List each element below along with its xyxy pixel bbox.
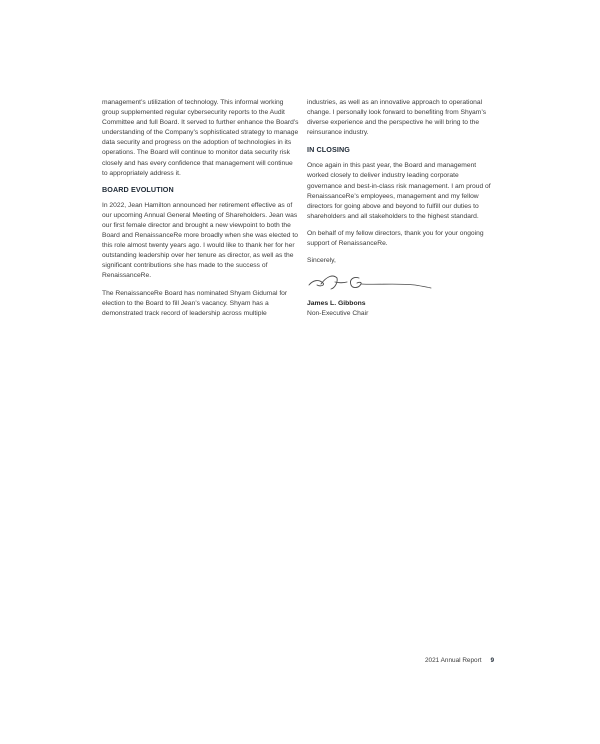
left-column — [102, 98, 300, 319]
signature-image — [307, 270, 437, 292]
signer-title: Non-Executive Chair — [307, 310, 369, 318]
footer-report-title: 2021 Annual Report — [425, 657, 482, 664]
page-footer — [425, 657, 505, 664]
body-paragraph-industries: industries, as well as an innovative approach to operational change. I personally look forward to benefiting from Shyam’s diverse experience and the perspective he will bring to the reinsurance industry. — [307, 99, 487, 137]
right-column — [307, 98, 493, 319]
signer-name: James L. Gibbons — [307, 300, 366, 308]
body-paragraph-data-security: management’s utilization of technology. This informal working group supplemented regular cybersecurity reports to the Audit Committee and full Board. It served to further enhance the Board’s understanding of the Company’s sophisticated strategy to manage data security and progress on the adoption of technologies in its operations. The Board will continue to monitor data security risk closely and has every confidence that management will continue to appropriately address it. — [102, 99, 299, 177]
section-heading-board-evolution: BOARD EVOLUTION — [102, 184, 174, 194]
signature-strokes — [307, 270, 437, 292]
body-paragraph-thank-you: On behalf of my fellow directors, thank you for your ongoing support of RenaissanceRe. — [307, 229, 484, 248]
body-paragraph-jean-hamilton: In 2022, Jean Hamilton announced her retirement effective as of our upcoming Annual General Meeting of Shareholders. Jean was our first female director and brought a new viewpoint to both the Board and RenaissanceRe more broadly when she was elected to this role almost twenty years ago. I would like to thank her for her outstanding leadership over her tenure as director, as well as the significant contributions she has made to the success of RenaissanceRe. — [102, 201, 298, 280]
section-heading-in-closing: IN CLOSING — [307, 145, 350, 155]
closing-salutation: Sincerely, — [307, 257, 336, 265]
page-number: 9 — [490, 657, 495, 664]
body-paragraph-governance: Once again in this past year, the Board and management worked closely to deliver industry leading corporate governance and best-in-class risk management. I am proud of RenaissanceRe’s employees, management and my fellow directors for going above and beyond to fulfill our duties to shareholders and all stakeholders to the highest standard. — [307, 162, 491, 220]
body-paragraph-shyam-gidumal: The RenaissanceRe Board has nominated Shyam Gidumal for election to the Board to fill Jean’s vacancy. Shyam has a demonstrated track record of leadership across multiple — [102, 289, 288, 317]
